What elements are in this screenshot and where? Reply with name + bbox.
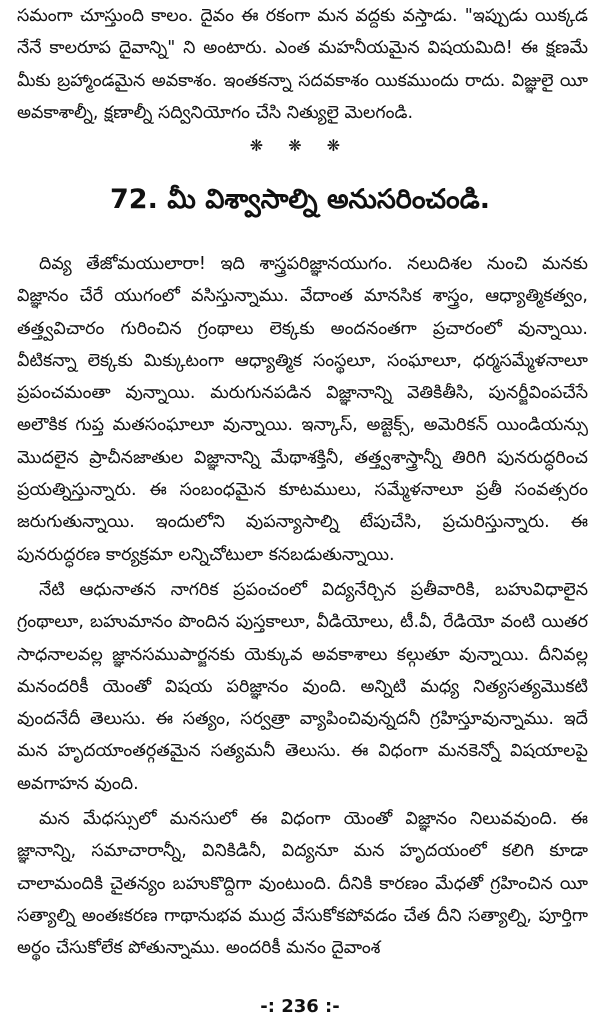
continuation-paragraph: [17, 0, 588, 129]
page-number: -: 236 :-: [260, 996, 340, 1017]
body-paragraph-2: [17, 574, 588, 800]
body-paragraph-1: [17, 248, 588, 571]
paragraph-text: నేటి ఆధునాతన నాగరిక ప్రపంచంలో విద్యనేర్చిన ప్రతీవారికి, బహువిధాలైన గ్రంథాలూ, బహుమానం పొందిన పుస్తకాలూ, వీడియోలు, టీ.వీ, రేడియో వంటి యితర సాధనాలవల్ల జ్ఞానసముపార్జనకు యెక్కువ అవకాశాలు కల్గుతూ వున్నాయి. దీనివల్ల మనందరికీ యెంతో విషయ పరిజ్ఞానం వుంది. అన్నిటి మధ్య నిత్యసత్యమొకటి వుందనేదీ తెలుసు. ఈ సత్యం, సర్వత్రా వ్యాపించివున్నదనీ గ్రహిస్తూవున్నాము. ఇదే మన హృదయాంతర్గతమైన సత్యమనీ తెలుసు. ఈ విధంగా మనకెన్నో విషయాలపై అవగాహన వుంది.: [17, 580, 588, 794]
paragraph-text: దివ్య తేజోమయులారా! ఇది శాస్త్రపరిజ్ఞానయుగం. నలుదిశల నుంచి మనకు విజ్ఞానం చేరే యుగంలో వసిస్తున్నాము. వేదాంత మానసిక శాస్త్రం, ఆధ్యాత్మికత్వం, తత్త్వవిచారం గురించిన గ్రంథాలు లెక్కకు అందనంతగా ప్రచారంలో వున్నాయి. వీటికన్నా లెక్కకు మిక్కుటంగా ఆధ్యాత్మిక సంస్థలూ, సంఘాలూ, ధర్మసమ్మేళనాలూ ప్రపంచమంతా వున్నాయి. మరుగునపడిన విజ్ఞానాన్ని వెతికితీసి, పునర్జీవింపచేసే అలౌకిక గుప్త మతసంఘాలూ వున్నాయి. ఇన్కాస్, అజ్టెక్స్, అమెరికన్ యిండియన్సు మొదలైన ప్రాచీనజాతుల విజ్ఞానాన్ని మేథాశక్తినీ, తత్త్వశాస్త్రాన్నీ తిరిగి పునరుద్ధరించ ప్రయత్నిస్తున్నారు. ఈ సంబంధమైన కూటములు, సమ్మేళనాలూ ప్రతీ సంవత్సరం జరుగుతున్నాయి. ఇందులోని వుపన్యాసాల్ని టేపుచేసి, ప్రచురిస్తున్నారు. ఈ పునరుద్ధరణ కార్యక్రమా లన్నిచోటులా కనబడుతున్నాయి.: [17, 254, 588, 565]
ornament-divider: ❋ ❋ ❋: [249, 136, 351, 155]
paragraph-text: సమంగా చూస్తుంది కాలం. దైవం ఈ రకంగా మన వద్దకు వస్తాడు. "ఇప్పుడు యిక్కడ నేనే కాలరూప దైవాన్ని" ని అంటారు. ఎంత మహనీయమైన విషయమిది! ఈ క్షణమే మీకు బ్రహ్మాండమైన అవకాశం. ఇంతకన్నా సదవకాశం యికముందు రాదు. విజ్ఞులై యీ అవకాశాల్నీ, క్షణాల్నీ సద్వినియోగం చేసి నిత్యులై మెలగండి.: [17, 6, 588, 123]
paragraph-text: మన మేధస్సులో మనసులో ఈ విధంగా యెంతో విజ్ఞానం నిలువవుంది. ఈ జ్ఞానాన్ని, సమాచారాన్నీ, వినికిడినీ, విద్యనూ మన హృదయంలో కలిగి కూడా చాలామందికి చైతన్యం బహుకొద్దిగా వుంటుంది. దీనికి కారణం మేధతో గ్రహించిన యీ సత్యాల్ని అంతఃకరణ గాథానుభవ ముద్ర వేసుకోకపోవడం చేత దీని సత్యాల్ని, పూర్తిగా అర్థం చేసుకోలేక పోతున్నాము. అందరికీ మనం దైవాంశ: [17, 809, 588, 959]
body-paragraph-3: [17, 803, 588, 964]
chapter-heading: 72. మీ విశ్వాసాల్ని అనుసరించండి.: [110, 184, 490, 215]
